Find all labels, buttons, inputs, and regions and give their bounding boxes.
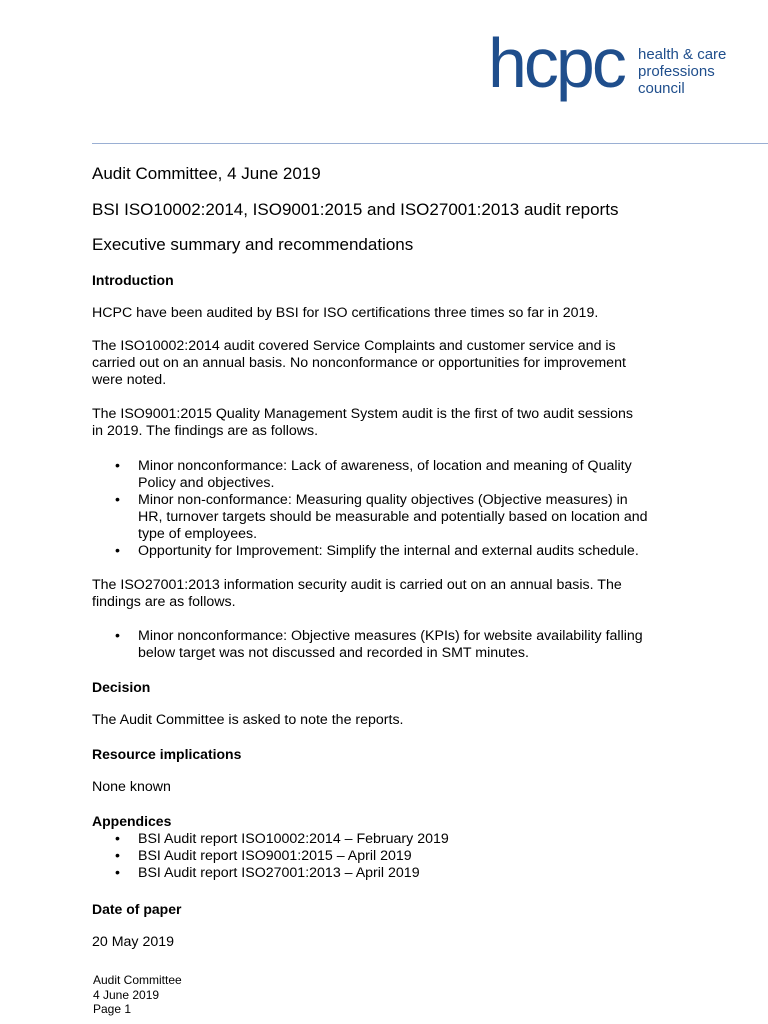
logo-wordmark: hcpc — [488, 24, 624, 102]
footer-line: Audit Committee — [93, 973, 182, 987]
text-line: Policy and objectives. — [138, 475, 275, 491]
text-line: • Minor non-conformance: Measuring quality objectives (Objective measures) in — [138, 492, 628, 508]
list-item — [92, 458, 648, 492]
text-line: findings are as follows. — [92, 594, 236, 610]
text-line: • Minor nonconformance: Objective measures (KPIs) for website availability falling — [138, 628, 643, 644]
logo-line: health & care — [638, 46, 727, 63]
document-subtitle: Executive summary and recommendations — [92, 235, 414, 254]
intro-paragraph-1: HCPC have been audited by BSI for ISO certifications three times so far in 2019. — [92, 305, 599, 321]
logo-line: professions — [638, 63, 715, 80]
list-item: • BSI Audit report ISO27001:2013 – April 2019 — [92, 865, 449, 882]
list-item — [92, 492, 648, 543]
text-line: The ISO10002:2014 audit covered Service Complaints and customer service and is — [92, 338, 616, 354]
document-title: BSI ISO10002:2014, ISO9001:2015 and ISO27001:2013 audit reports — [92, 200, 619, 219]
intro-paragraph-3 — [92, 406, 633, 440]
text-line: were noted. — [92, 372, 167, 388]
text-line: HR, turnover targets should be measurable and potentially based on location and — [138, 509, 648, 525]
text-line: The ISO9001:2015 Quality Management System audit is the first of two audit sessions — [92, 406, 633, 422]
text-line: • Minor nonconformance: Lack of awareness, of location and meaning of Quality — [138, 458, 632, 474]
list-item: • BSI Audit report ISO10002:2014 – February 2019 — [92, 831, 449, 848]
introduction-heading: Introduction — [92, 272, 174, 288]
appendices-list — [92, 831, 449, 882]
appendices-heading: Appendices — [92, 813, 172, 829]
footer-line: Page 1 — [93, 1002, 132, 1016]
iso27001-findings-list — [92, 628, 643, 662]
text-line: carried out on an annual basis. No nonconformance or opportunities for improvement — [92, 355, 626, 371]
header-rule — [92, 143, 768, 144]
committee-heading: Audit Committee, 4 June 2019 — [92, 164, 321, 183]
logo-tagline — [638, 46, 726, 97]
text-line: • Opportunity for Improvement: Simplify the internal and external audits schedule. — [138, 543, 639, 559]
list-item: • BSI Audit report ISO9001:2015 – April 2019 — [92, 848, 449, 865]
text-line: in 2019. The findings are as follows. — [92, 423, 319, 439]
page-footer — [93, 973, 182, 1017]
decision-text: The Audit Committee is asked to note the reports. — [92, 712, 404, 728]
resources-heading: Resource implications — [92, 746, 242, 762]
list-item — [92, 628, 643, 662]
list-item — [92, 543, 648, 560]
iso9001-findings-list — [92, 458, 648, 560]
date-of-paper-text: 20 May 2019 — [92, 934, 175, 950]
intro-paragraph-2 — [92, 338, 626, 389]
footer-line: 4 June 2019 — [93, 987, 160, 1002]
text-line: below target was not discussed and recorded in SMT minutes. — [138, 645, 529, 661]
logo-line: council — [638, 80, 685, 97]
text-line: The ISO27001:2013 information security audit is carried out on an annual basis. The — [92, 577, 622, 593]
resources-text: None known — [92, 779, 171, 795]
intro-paragraph-4 — [92, 577, 622, 611]
decision-heading: Decision — [92, 679, 151, 695]
date-of-paper-heading: Date of paper — [92, 901, 182, 917]
text-line: type of employees. — [138, 526, 258, 542]
